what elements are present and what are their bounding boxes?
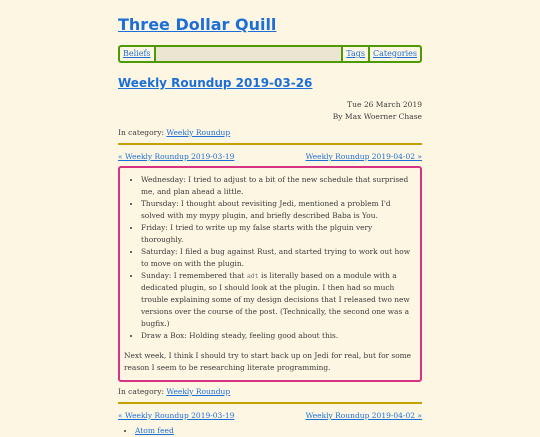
pager-bottom xyxy=(118,410,422,421)
site-title xyxy=(118,14,422,36)
nav-link-beliefs[interactable]: Beliefs xyxy=(123,49,151,58)
list-item: • Saturday: I filed a bug against Rust, and started trying to work out how to move on with the plugin. xyxy=(141,246,416,270)
page xyxy=(118,0,422,437)
category-label: In category: xyxy=(118,128,164,137)
category-link[interactable]: Weekly Roundup xyxy=(166,128,231,137)
list-item-text: is literally based on a module with a dedicated plugin, so I should look at the plugin. I then had so much trouble explaining some of my design decisions that I released two new versions over the course of the post. (Technically, the second one was a bugfix.) xyxy=(141,271,410,328)
next-post-link[interactable]: Weekly Roundup 2019-04-02 » xyxy=(305,411,422,420)
prev-post-link[interactable]: « Weekly Roundup 2019-03-19 xyxy=(118,411,235,420)
post-category-top xyxy=(118,127,422,139)
closing-paragraph: Next week, I think I should try to start back up on Jedi for real, but for some reason I seem to be researching literate programming. xyxy=(124,351,412,372)
footer-links xyxy=(118,425,422,437)
nav-link-tags[interactable]: Tags xyxy=(346,49,365,58)
list-item xyxy=(141,270,416,330)
divider-rule xyxy=(118,402,422,404)
post-date: Tue 26 March 2019 xyxy=(347,100,422,109)
post-title xyxy=(118,75,422,91)
post-meta xyxy=(118,99,422,123)
list-item: • Wednesday: I tried to adjust to a bit of the new schedule that surprised me, and plan ahead a little. xyxy=(141,174,416,198)
nav-bar xyxy=(118,45,422,63)
category-link[interactable]: Weekly Roundup xyxy=(166,387,231,396)
inline-code: adt xyxy=(246,272,259,280)
nav-item-tags xyxy=(343,47,370,61)
post-author: By Max Woerner Chase xyxy=(332,112,422,121)
list-item: • Thursday: I thought about revisiting Jedi, mentioned a problem I'd solved with my mypy plugin, and briefly described Baba is You. xyxy=(141,198,416,222)
category-label: In category: xyxy=(118,387,164,396)
next-post-link[interactable]: Weekly Roundup 2019-04-02 » xyxy=(305,152,422,161)
footer-item xyxy=(135,425,422,437)
nav-link-categories[interactable]: Categories xyxy=(373,49,417,58)
post-category-bottom xyxy=(118,386,422,398)
nav-item-beliefs xyxy=(120,47,156,61)
list-item-text: Sunday: I remembered that xyxy=(141,271,247,280)
nav-spacer xyxy=(156,47,344,61)
site-title-link[interactable]: Three Dollar Quill xyxy=(118,15,277,34)
divider-rule xyxy=(118,143,422,145)
roundup-list xyxy=(124,174,416,342)
nav-item-categories xyxy=(370,47,420,61)
atom-feed-link[interactable]: Atom feed xyxy=(135,426,174,435)
post-content xyxy=(118,166,422,382)
post-title-link[interactable]: Weekly Roundup 2019-03-26 xyxy=(118,76,313,90)
list-item: • Friday: I tried to write up my false starts with the plguin very thoroughly. xyxy=(141,222,416,246)
pager-top xyxy=(118,151,422,162)
list-item: • Draw a Box: Holding steady, feeling good about this. xyxy=(141,330,416,342)
prev-post-link[interactable]: « Weekly Roundup 2019-03-19 xyxy=(118,152,235,161)
